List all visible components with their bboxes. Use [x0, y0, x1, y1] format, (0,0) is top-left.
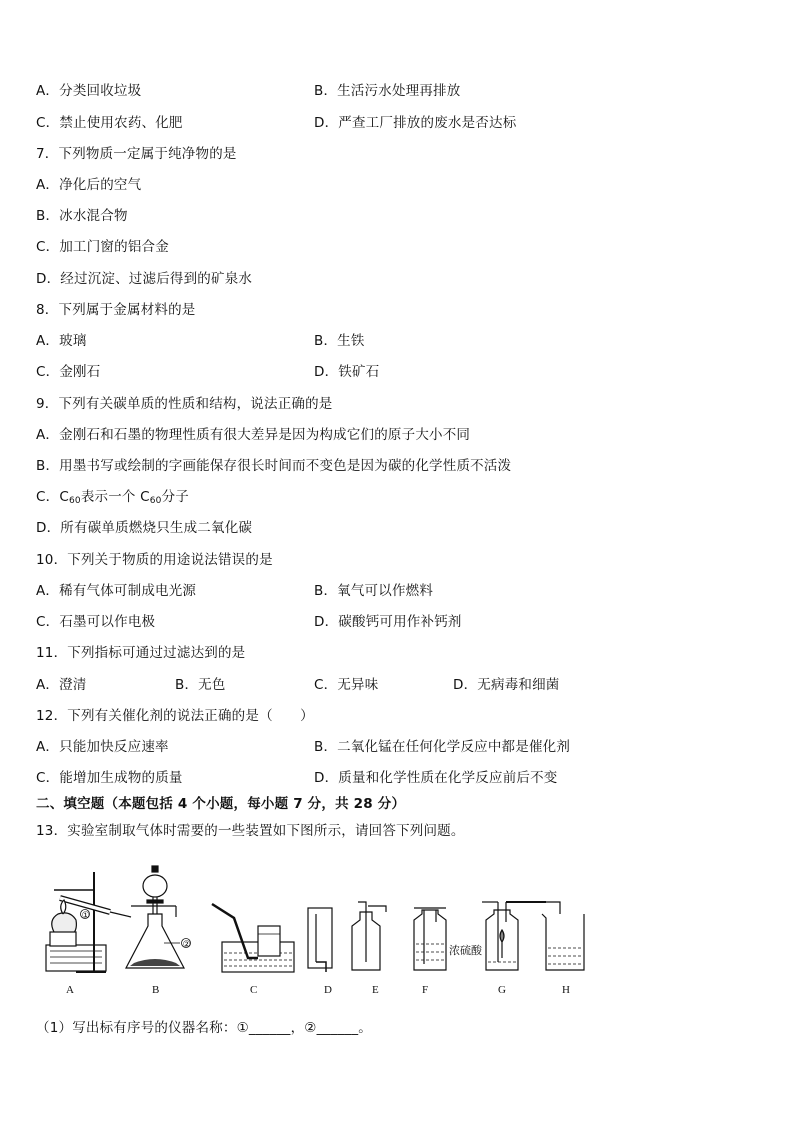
- q8-option-d: D．铁矿石: [314, 364, 380, 380]
- lab-apparatus-figure: [36, 862, 596, 1002]
- apparatus-e: [352, 902, 386, 970]
- apparatus-h-label: H: [562, 984, 570, 996]
- q9-c-prefix: C．C: [36, 489, 69, 505]
- q7-stem: 7．下列物质一定属于纯净物的是: [36, 146, 237, 162]
- q11-option-b: B．无色: [175, 677, 226, 693]
- q13-sub-question-1: （1）写出标有序号的仪器名称：①______，②______。: [36, 1020, 372, 1036]
- q8-stem: 8．下列属于金属材料的是: [36, 302, 196, 318]
- q8-option-b: B．生铁: [314, 333, 365, 349]
- q12-stem: 12．下列有关催化剂的说法正确的是（ ）: [36, 708, 314, 724]
- q10-option-c: C．石墨可以作电极: [36, 614, 156, 630]
- q7-option-b: B．冰水混合物: [36, 208, 128, 224]
- q12-option-c: C．能增加生成物的质量: [36, 770, 183, 786]
- q6-option-b: B．生活污水处理再排放: [314, 83, 461, 99]
- q9-option-c: [36, 488, 189, 506]
- marker-2-label: ②: [182, 938, 191, 949]
- concentrated-sulfuric-acid-label: 浓硫酸: [449, 944, 482, 957]
- apparatus-c: [212, 904, 294, 972]
- q10-option-b: B．氧气可以作燃料: [314, 583, 434, 599]
- apparatus-g-label: G: [498, 984, 506, 996]
- apparatus-g: [482, 902, 546, 970]
- q8-option-a: A．玻璃: [36, 333, 87, 349]
- apparatus-e-label: E: [372, 984, 379, 996]
- q7-option-d: D．经过沉淀、过滤后得到的矿泉水: [36, 271, 253, 287]
- q6-option-d: D．严查工厂排放的废水是否达标: [314, 115, 517, 131]
- q9-c-suffix: 分子: [161, 489, 189, 505]
- apparatus-b-label: B: [152, 984, 160, 996]
- q9-option-d: D．所有碳单质燃烧只生成二氧化碳: [36, 520, 253, 536]
- q7-option-a: A．净化后的空气: [36, 177, 142, 193]
- apparatus-f: [414, 908, 446, 970]
- q9-c-middle: 表示一个 C: [80, 489, 150, 505]
- q12-option-a: A．只能加快反应速率: [36, 739, 169, 755]
- q12-option-b: B．二氧化锰在任何化学反应中都是催化剂: [314, 739, 571, 755]
- apparatus-a: [46, 872, 131, 972]
- q11-stem: 11．下列指标可通过过滤达到的是: [36, 645, 246, 661]
- q9-option-a: A．金刚石和石墨的物理性质有很大差异是因为构成它们的原子大小不同: [36, 427, 471, 443]
- q9-stem: 9．下列有关碳单质的性质和结构，说法正确的是: [36, 396, 333, 412]
- q7-option-c: C．加工门窗的铝合金: [36, 239, 169, 255]
- q9-option-b: B．用墨书写或绘制的字画能保存很长时间而不变色是因为碳的化学性质不活泼: [36, 458, 512, 474]
- q8-option-c: C．金刚石: [36, 364, 101, 380]
- apparatus-d-label: D: [324, 984, 332, 996]
- q10-option-a: A．稀有气体可制成电光源: [36, 583, 197, 599]
- q9-c-subscript-2: 60: [149, 496, 162, 506]
- q11-option-a: A．澄清: [36, 677, 87, 693]
- q12-option-d: D．质量和化学性质在化学反应前后不变: [314, 770, 558, 786]
- section-2-title: 二、填空题（本题包括 4 个小题，每小题 7 分，共 28 分）: [36, 796, 406, 812]
- q11-option-d: D．无病毒和细菌: [453, 677, 560, 693]
- apparatus-b: [126, 866, 191, 968]
- q11-option-c: C．无异味: [314, 677, 379, 693]
- apparatus-f-label: F: [422, 984, 429, 996]
- apparatus-c-label: C: [250, 984, 258, 996]
- q9-c-subscript-1: 60: [68, 496, 81, 506]
- marker-1-label: ①: [81, 909, 90, 920]
- apparatus-d: [308, 908, 332, 972]
- apparatus-h: [542, 902, 584, 970]
- q10-stem: 10．下列关于物质的用途说法错误的是: [36, 552, 273, 568]
- q10-option-d: D．碳酸钙可用作补钙剂: [314, 614, 462, 630]
- q6-option-a: A．分类回收垃圾: [36, 83, 142, 99]
- apparatus-a-label: A: [66, 984, 74, 996]
- q6-option-c: C．禁止使用农药、化肥: [36, 115, 183, 131]
- q13-stem: 13．实验室制取气体时需要的一些装置如下图所示，请回答下列问题。: [36, 823, 465, 839]
